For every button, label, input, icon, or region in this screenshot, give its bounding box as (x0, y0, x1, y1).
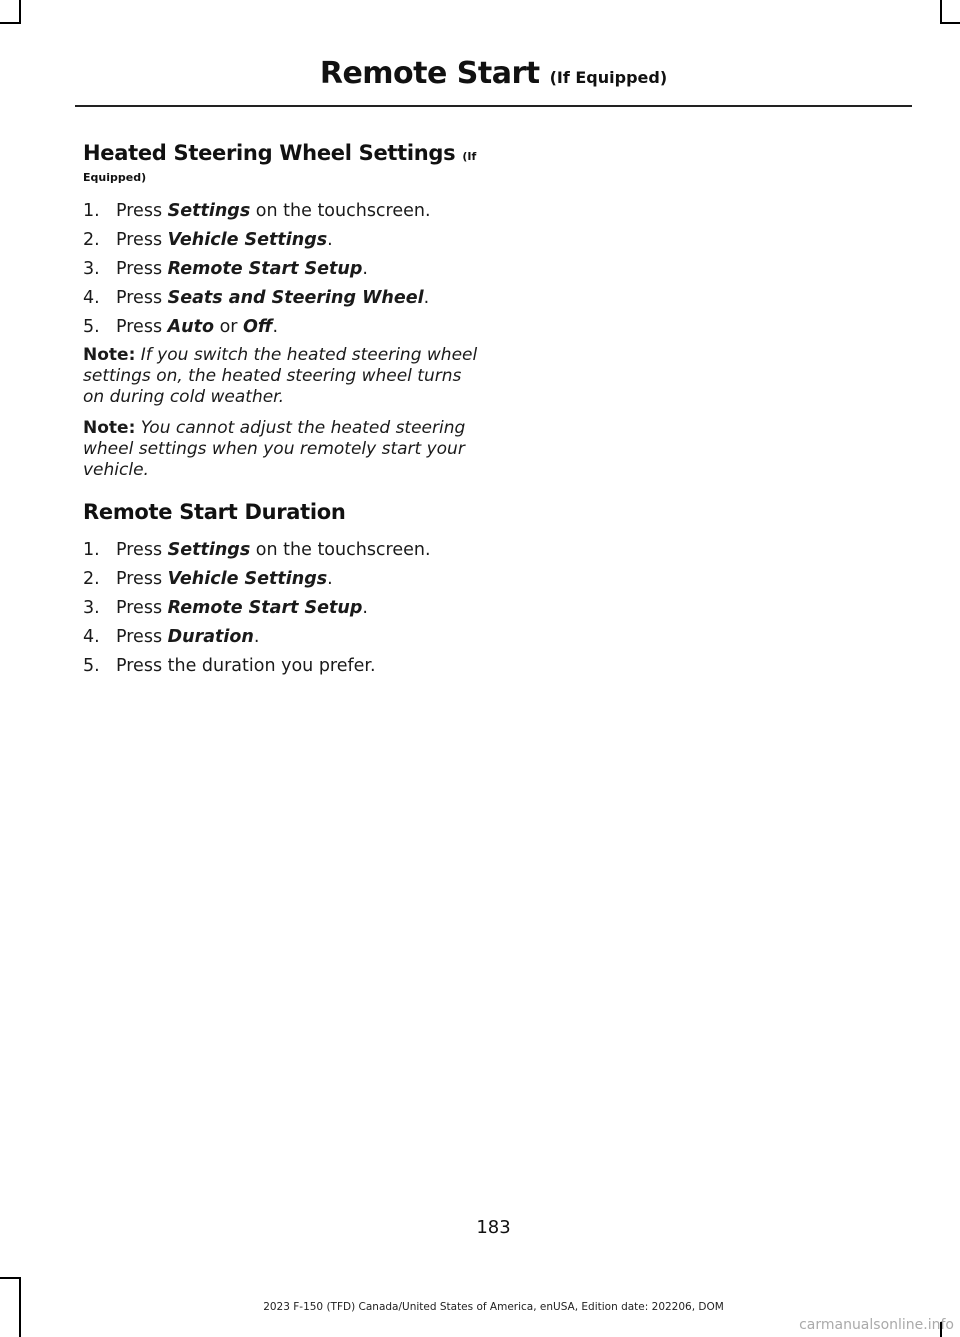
spacer (83, 491, 483, 499)
note-text: If you switch the heated steering wheel settings on, the heated steering wheel turns on during cold weather. (83, 345, 478, 408)
note-text: You cannot adjust the heated steering wheel settings when you remotely start your vehicle. (83, 418, 466, 481)
step-number: 4. (83, 288, 100, 309)
list-item (83, 287, 483, 309)
step-text-prefix: Press (116, 201, 168, 222)
note (83, 345, 483, 408)
step-text-middle: or (214, 317, 244, 338)
menu-keyword: Off (243, 317, 273, 338)
step-text (116, 568, 333, 590)
menu-keyword: Remote Start Setup (167, 259, 363, 280)
step-text-prefix: Press (116, 317, 168, 338)
section-heading-remote-start-duration: Remote Start Duration (83, 500, 346, 525)
header-divider (75, 105, 912, 107)
step-text-prefix: Press (116, 626, 168, 647)
step-text-suffix: . (327, 568, 333, 589)
step-text-prefix: Press (116, 568, 168, 589)
step-number: 5. (83, 655, 100, 676)
step-text (116, 597, 368, 619)
step-text-prefix: Press the duration you prefer. (116, 655, 376, 676)
note-label: Note: (83, 345, 136, 366)
list-item (83, 316, 483, 338)
page-content (83, 140, 483, 684)
step-number: 4. (83, 626, 100, 647)
step-text-prefix: Press (116, 230, 168, 251)
page-title-text: Remote Start (319, 56, 540, 91)
list-item (83, 229, 483, 251)
list-item (83, 539, 483, 561)
step-number: 2. (83, 230, 100, 251)
page-number: 183 (476, 1217, 511, 1238)
step-text (116, 539, 431, 561)
step-text (116, 229, 333, 251)
list-item (83, 200, 483, 222)
step-number: 1. (83, 201, 100, 222)
step-text-prefix: Press (116, 288, 168, 309)
step-number: 3. (83, 597, 100, 618)
step-text-suffix: on the touchscreen. (250, 201, 431, 222)
section-heading-heated-steering-wheel (83, 140, 483, 167)
menu-keyword: Duration (167, 626, 254, 647)
menu-keyword: Vehicle Settings (167, 568, 328, 589)
step-text (116, 200, 431, 222)
list-item (83, 597, 483, 619)
step-text-suffix: . (327, 230, 333, 251)
steps-list-remote-start-duration (83, 539, 483, 677)
steps-list-heated-steering-wheel (83, 200, 483, 338)
step-text-prefix: Press (116, 539, 168, 560)
page-title (0, 56, 960, 91)
step-text-suffix: . (253, 626, 260, 647)
crop-mark (0, 22, 21, 24)
list-item (83, 655, 483, 677)
step-text-suffix: . (362, 597, 368, 618)
list-item (83, 626, 483, 648)
menu-keyword: Auto (167, 317, 215, 338)
step-text (116, 626, 259, 648)
crop-mark (940, 22, 960, 24)
step-text-prefix: Press (116, 597, 168, 618)
crop-mark (940, 0, 942, 24)
watermark: carmanualsonline.info (799, 1317, 954, 1333)
step-text-prefix: Press (116, 259, 168, 280)
step-text (116, 316, 278, 338)
crop-mark (19, 0, 21, 24)
note (83, 418, 483, 481)
step-text-suffix: on the touchscreen. (250, 539, 431, 560)
menu-keyword: Remote Start Setup (167, 597, 363, 618)
crop-mark (0, 1277, 21, 1279)
step-text-suffix: . (362, 259, 368, 280)
step-text-suffix: . (272, 317, 279, 338)
step-text (116, 287, 429, 309)
section-heading-text: Heated Steering Wheel Settings (83, 141, 456, 165)
section-heading-qualifier: (If (462, 150, 477, 163)
menu-keyword: Vehicle Settings (167, 230, 328, 251)
step-text (116, 655, 376, 677)
list-item (83, 568, 483, 590)
step-number: 2. (83, 568, 100, 589)
step-text-suffix: . (423, 288, 430, 309)
page-title-qualifier: (If Equipped) (549, 68, 668, 87)
step-text (116, 258, 368, 280)
step-number: 3. (83, 259, 100, 280)
section-heading-qualifier-continued: Equipped) (83, 171, 147, 185)
menu-keyword: Settings (167, 201, 251, 222)
step-number: 5. (83, 317, 100, 338)
note-label: Note: (83, 418, 136, 439)
menu-keyword: Settings (167, 539, 251, 560)
step-number: 1. (83, 539, 100, 560)
list-item (83, 258, 483, 280)
footer-edition-info: 2023 F-150 (TFD) Canada/United States of America, enUSA, Edition date: 202206, DOM (263, 1301, 724, 1313)
menu-keyword: Seats and Steering Wheel (167, 288, 424, 309)
